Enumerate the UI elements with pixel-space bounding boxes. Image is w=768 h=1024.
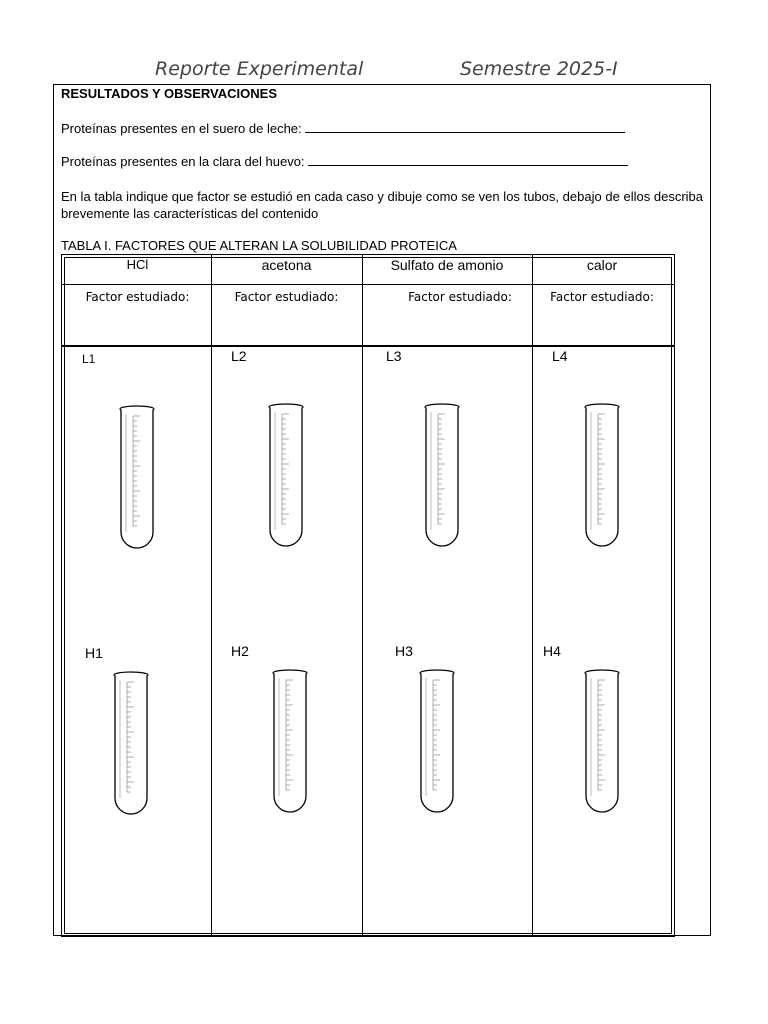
test-tube-icon [266,402,306,550]
table-inner-border [64,257,672,934]
tube-label-l1: L1 [82,352,96,366]
test-tube-icon [117,404,157,552]
col-header-calor: calor [586,257,618,273]
factor-cell-calor[interactable]: Factor estudiado: [550,290,654,304]
table-title: TABLA I. FACTORES QUE ALTERAN LA SOLUBILIDAD PROTEICA [61,238,457,253]
col-header-hcl: HCl [126,257,149,272]
test-tube-icon [270,668,310,816]
test-tube-icon [582,668,622,816]
suero-label: Proteínas presentes en el suero de leche: [61,121,302,136]
factor-cell-hcl[interactable]: Factor estudiado: [85,290,190,304]
header-right-title: Semestre 2025-I [460,58,618,80]
tube-label-h2: H2 [231,643,249,659]
suero-answer-line[interactable] [305,120,625,133]
row-divider [61,345,675,347]
col-header-sulfato: Sulfato de amonio [390,257,504,273]
factor-cell-sulfato[interactable]: Factor estudiado: [408,290,512,304]
instructions-text: En la tabla indique que factor se estudió en cada caso y dibuje como se ven los tubos, debajo de ellos describa brevemente las características del contenido [61,189,703,221]
clara-label: Proteínas presentes en la clara del huevo: [61,154,305,169]
col-header-acetona: acetona [261,257,312,273]
tube-label-l3: L3 [386,348,402,364]
suero-field [61,120,625,136]
test-tube-icon [417,668,457,816]
header-left-title: Reporte Experimental [155,58,364,80]
factor-cell-acetona[interactable]: Factor estudiado: [234,290,339,304]
test-tube-icon [422,402,462,550]
col-divider [362,254,363,937]
section-title: RESULTADOS Y OBSERVACIONES [61,86,277,101]
col-divider [211,254,212,937]
tube-label-h3: H3 [395,643,413,659]
row-divider [61,284,675,285]
tube-label-l2: L2 [231,348,247,364]
tube-label-h4: H4 [543,643,561,659]
clara-field [61,153,628,169]
test-tube-icon [582,402,622,550]
col-divider [532,254,533,937]
tube-label-l4: L4 [552,348,568,364]
tube-label-h1: H1 [85,645,103,661]
test-tube-icon [111,670,151,818]
clara-answer-line[interactable] [308,153,628,166]
